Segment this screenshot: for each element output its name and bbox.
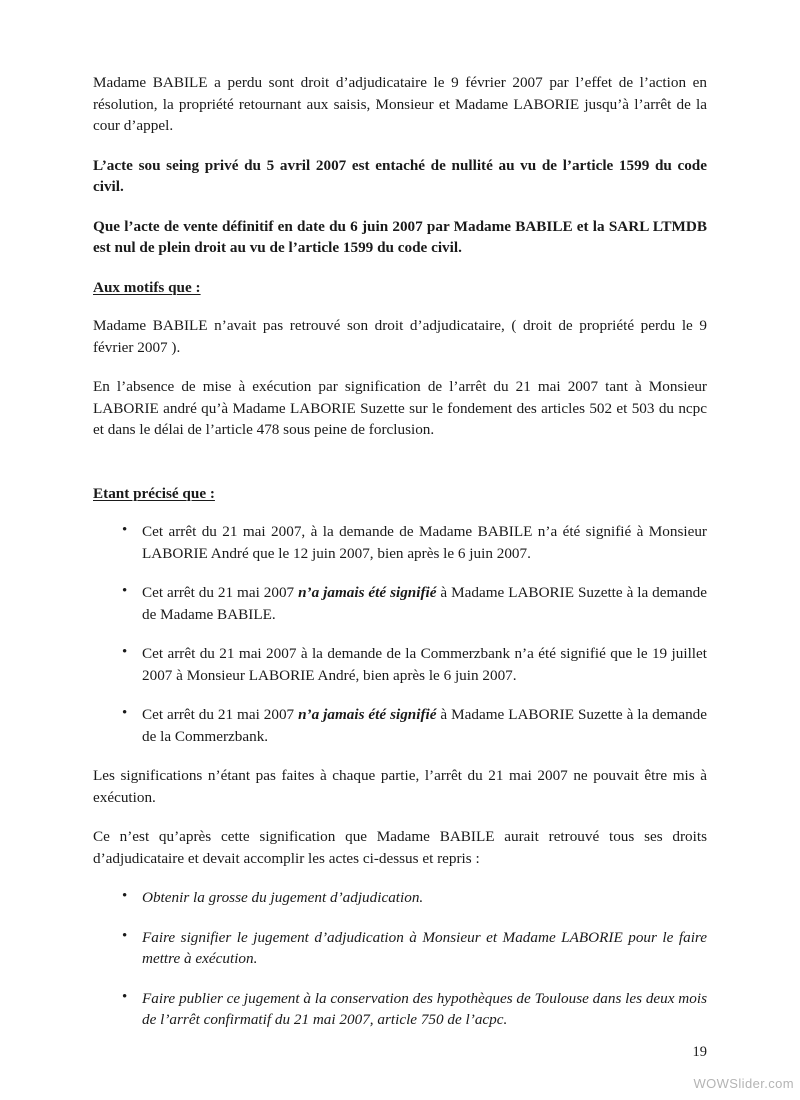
- list-item-text: Cet arrêt du 21 mai 2007 à la demande de la Commerzbank n’a été signifié que le 19 juillet 2007 à Monsieur LABORIE André, bien après le 6 juin 2007.: [142, 645, 707, 684]
- list-item-text: Cet arrêt du 21 mai 2007, à la demande de Madame BABILE n’a été signifié à Monsieur LABORIE André que le 12 juin 2007, bien après le 6 juin 2007.: [142, 523, 707, 562]
- page-number: 19: [692, 1044, 707, 1060]
- list-item: • Obtenir la grosse du jugement d’adjudication.: [93, 887, 707, 909]
- list-item: • Faire publier ce jugement à la conservation des hypothèques de Toulouse dans les deux mois de l’arrêt confirmatif du 21 mai 2007, article 750 de l’acpc.: [93, 988, 707, 1031]
- paragraph-2-bold: L’acte sou seing privé du 5 avril 2007 est entaché de nullité au vu de l’article 1599 du code civil.: [93, 156, 707, 195]
- watermark-wowslider: WOWSlider.com: [693, 1076, 794, 1091]
- list-item: [93, 704, 707, 747]
- list-item: [93, 643, 707, 686]
- section-heading-etant-precise: Etant précisé que :: [93, 484, 215, 502]
- paragraph-7: Ce n’est qu’après cette signification que Madame BABILE aurait retrouvé tous ses droits d’adjudicataire et devait accomplir les actes ci-dessus et repris :: [93, 828, 707, 867]
- list-item-text-tail: à Madame LABORIE Suzette à la demande de la Commerzbank.: [142, 706, 707, 745]
- list-item-text-tail: à Madame LABORIE Suzette à la demande de Madame BABILE.: [142, 584, 707, 623]
- paragraph-1: Madame BABILE a perdu sont droit d’adjudicataire le 9 février 2007 par l’effet de l’action en résolution, la propriété retournant aux saisis, Monsieur et Madame LABORIE jusqu’à l’arrêt de la cour d’appel.: [93, 74, 707, 134]
- paragraph-5: En l’absence de mise à exécution par signification de l’arrêt du 21 mai 2007 tant à Monsieur LABORIE andré qu’à Madame LABORIE Suzette sur le fondement des articles 502 et 503 du ncpc et dans le délai de l’article 478 sous peine de forclusion.: [93, 378, 707, 438]
- list-item: [93, 582, 707, 625]
- list-item: [93, 521, 707, 564]
- bullet-list-significations: [93, 521, 707, 747]
- list-item-text: Cet arrêt du 21 mai 2007: [142, 584, 299, 601]
- bullet-list-actes: [93, 887, 707, 1031]
- document-body: [93, 72, 707, 1049]
- paragraph-4: Madame BABILE n’avait pas retrouvé son droit d’adjudicataire, ( droit de propriété perdu le 9 février 2007 ).: [93, 317, 707, 356]
- section-spacer: [93, 459, 707, 483]
- list-item-emphasis: n’a jamais été signifié: [298, 584, 437, 601]
- paragraph-6: Les significations n’étant pas faites à chaque partie, l’arrêt du 21 mai 2007 ne pouvait être mis à exécution.: [93, 767, 707, 806]
- section-heading-aux-motifs: Aux motifs que :: [93, 278, 201, 296]
- list-item-text: Cet arrêt du 21 mai 2007: [142, 706, 299, 723]
- list-item-emphasis: n’a jamais été signifié: [298, 706, 437, 723]
- list-item: • Faire signifier le jugement d’adjudication à Monsieur et Madame LABORIE pour le faire mettre à exécution.: [93, 927, 707, 970]
- paragraph-3-bold: Que l’acte de vente définitif en date du 6 juin 2007 par Madame BABILE et la SARL LTMDB est nul de plein droit au vu de l’article 1599 du code civil.: [93, 217, 707, 256]
